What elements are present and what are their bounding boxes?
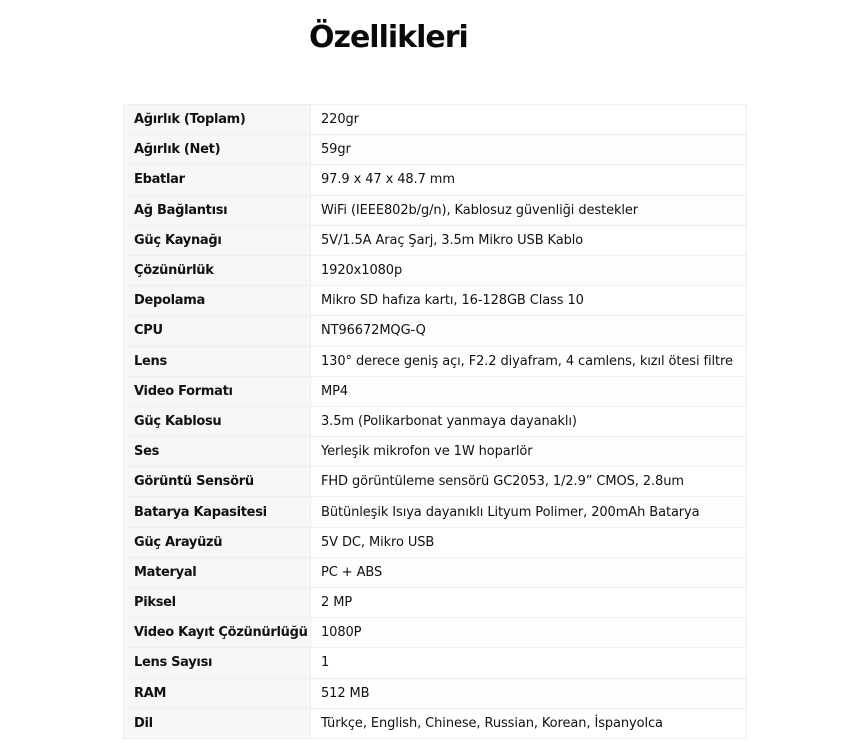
table-row <box>124 376 747 406</box>
spec-table-body <box>124 105 747 739</box>
spec-value: NT96672MQG-Q <box>311 316 747 346</box>
table-row <box>124 437 747 467</box>
spec-label: Lens Sayısı <box>124 648 311 678</box>
table-row <box>124 195 747 225</box>
spec-label: Dil <box>124 708 311 738</box>
table-row <box>124 105 747 135</box>
spec-label: Video Formatı <box>124 376 311 406</box>
spec-label: Ağırlık (Net) <box>124 135 311 165</box>
spec-value: 1920x1080p <box>311 255 747 285</box>
table-row <box>124 618 747 648</box>
table-row <box>124 255 747 285</box>
page-title: Özellikleri <box>309 20 468 55</box>
spec-table <box>123 104 747 739</box>
table-row <box>124 497 747 527</box>
spec-label: Güç Arayüzü <box>124 527 311 557</box>
spec-label: Güç Kablosu <box>124 406 311 436</box>
spec-value: Yerleşik mikrofon ve 1W hoparlör <box>311 437 747 467</box>
spec-value: PC + ABS <box>311 557 747 587</box>
table-row <box>124 708 747 738</box>
table-row <box>124 346 747 376</box>
spec-value: 512 MB <box>311 678 747 708</box>
table-row <box>124 165 747 195</box>
spec-label: Görüntü Sensörü <box>124 467 311 497</box>
table-row <box>124 467 747 497</box>
spec-label: Güç Kaynağı <box>124 225 311 255</box>
table-row <box>124 225 747 255</box>
spec-label: Çözünürlük <box>124 255 311 285</box>
table-row <box>124 135 747 165</box>
spec-value: 2 MP <box>311 588 747 618</box>
spec-label: Video Kayıt Çözünürlüğü <box>124 618 311 648</box>
spec-value: 130° derece geniş açı, F2.2 diyafram, 4 camlens, kızıl ötesi filtre <box>311 346 747 376</box>
table-row <box>124 588 747 618</box>
spec-value: 1080P <box>311 618 747 648</box>
table-row <box>124 678 747 708</box>
spec-label: Batarya Kapasitesi <box>124 497 311 527</box>
spec-value: Bütünleşik Isıya dayanıklı Lityum Polimer, 200mAh Batarya <box>311 497 747 527</box>
spec-label: Piksel <box>124 588 311 618</box>
spec-value: WiFi (IEEE802b/g/n), Kablosuz güvenliği destekler <box>311 195 747 225</box>
spec-value: FHD görüntüleme sensörü GC2053, 1/2.9” CMOS, 2.8um <box>311 467 747 497</box>
spec-value: 5V DC, Mikro USB <box>311 527 747 557</box>
table-row <box>124 527 747 557</box>
spec-value: Mikro SD hafıza kartı, 16-128GB Class 10 <box>311 286 747 316</box>
spec-value: 5V/1.5A Araç Şarj, 3.5m Mikro USB Kablo <box>311 225 747 255</box>
table-row <box>124 648 747 678</box>
table-row <box>124 316 747 346</box>
table-row <box>124 286 747 316</box>
spec-label: Ağırlık (Toplam) <box>124 105 311 135</box>
spec-value: 59gr <box>311 135 747 165</box>
spec-label: CPU <box>124 316 311 346</box>
spec-label: Ses <box>124 437 311 467</box>
spec-value: MP4 <box>311 376 747 406</box>
spec-label: Depolama <box>124 286 311 316</box>
spec-label: Lens <box>124 346 311 376</box>
spec-value: Türkçe, English, Chinese, Russian, Korean, İspanyolca <box>311 708 747 738</box>
spec-value: 220gr <box>311 105 747 135</box>
spec-value: 97.9 x 47 x 48.7 mm <box>311 165 747 195</box>
spec-value: 1 <box>311 648 747 678</box>
spec-label: Ağ Bağlantısı <box>124 195 311 225</box>
spec-label: Materyal <box>124 557 311 587</box>
spec-label: Ebatlar <box>124 165 311 195</box>
spec-label: RAM <box>124 678 311 708</box>
table-row <box>124 406 747 436</box>
spec-value: 3.5m (Polikarbonat yanmaya dayanaklı) <box>311 406 747 436</box>
table-row <box>124 557 747 587</box>
